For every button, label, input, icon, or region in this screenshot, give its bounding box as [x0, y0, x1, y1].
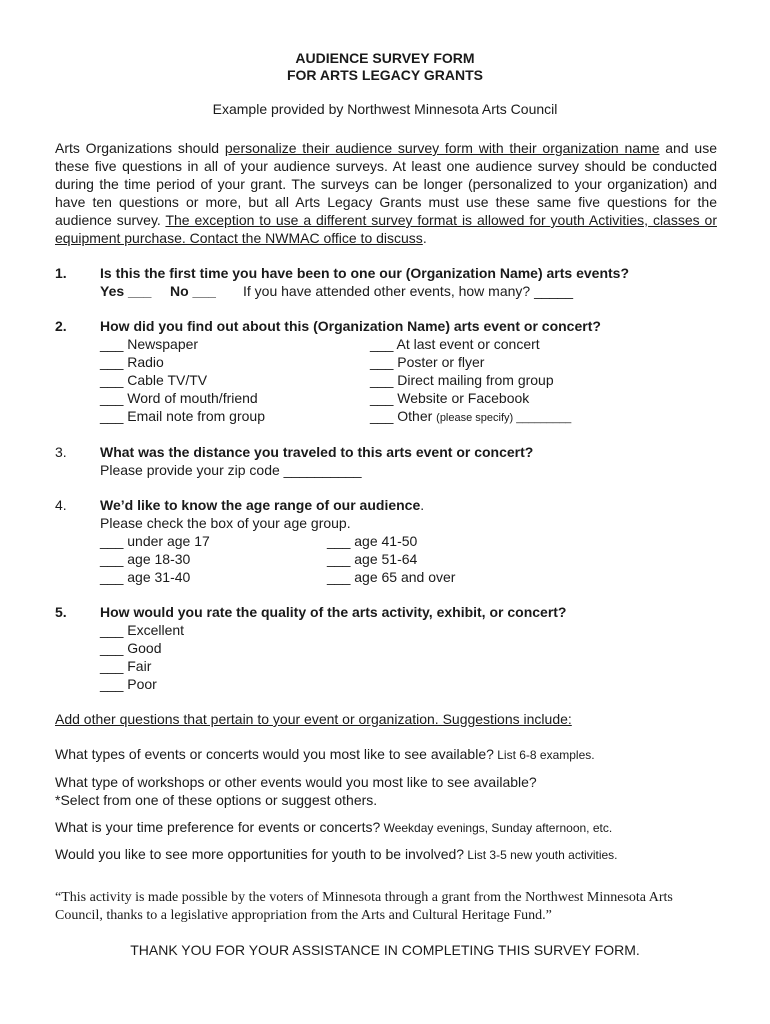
q2-option-cable-tv[interactable]: ___ Cable TV/TV [100, 372, 208, 388]
question-3-text: What was the distance you traveled to this arts event or concert? [100, 444, 534, 460]
q4-option-31-40[interactable]: ___ age 31-40 [100, 569, 191, 585]
question-1-number: 1. [55, 265, 67, 281]
q5-option-fair[interactable]: ___ Fair [100, 658, 152, 674]
suggestions-heading: Add other questions that pertain to your event or organization. Suggestions include: [55, 711, 572, 727]
question-3-zip-prompt[interactable]: Please provide your zip code __________ [100, 462, 362, 478]
legacy-acknowledgment: “This activity is made possible by the voters of Minnesota through a grant from the Northwest Minnesota Arts Council, thanks to a legislative appropriation from the Arts and Cultural Heritage Fund.” [55, 890, 673, 923]
q2-option-direct-mail[interactable]: ___ Direct mailing from group [370, 372, 554, 388]
form-title-line2: FOR ARTS LEGACY GRANTS [286, 67, 483, 83]
form-subtitle: Example provided by Northwest Minnesota Arts Council [212, 101, 558, 117]
question-4-number: 4. [55, 497, 67, 513]
question-3-number: 3. [55, 444, 67, 460]
question-4-prompt: Please check the box of your age group. [100, 515, 351, 531]
q5-option-good[interactable]: ___ Good [100, 640, 162, 656]
question-1-text: Is this the first time you have been to one our (Organization Name) arts events? [100, 265, 629, 281]
question-4-text: We’d like to know the age range of our audience. [100, 497, 425, 513]
q2-option-email[interactable]: ___ Email note from group [100, 408, 265, 424]
q4-option-65-over[interactable]: ___ age 65 and over [327, 569, 456, 585]
question-2-number: 2. [55, 318, 67, 334]
suggestion-workshops: What type of workshops or other events would you most like to see available? [55, 774, 537, 790]
question-5-number: 5. [55, 604, 67, 620]
question-1-no[interactable]: No ___ [170, 283, 216, 299]
q2-option-newspaper[interactable]: ___ Newspaper [100, 336, 199, 352]
suggestion-event-types: What types of events or concerts would you most like to see available? List 6-8 examples. [55, 746, 595, 762]
q5-option-poor[interactable]: ___ Poor [100, 676, 157, 692]
q2-option-other[interactable]: ___ Other (please specify) _________ [370, 408, 572, 424]
form-title-line1: AUDIENCE SURVEY FORM [295, 50, 475, 66]
q2-option-last-event[interactable]: ___ At last event or concert [370, 336, 540, 352]
intro-paragraph: Arts Organizations should personalize their audience survey form with their organization name and use these five questions in all of your audience surveys. At least one audience survey should be conducted during the time period of your grant. The surveys can be longer (personalized to your organization) and have ten questions or more, but all Arts Legacy Grants must use these same five questions for the audience survey. The exception to use a different survey format is allowed for youth Activities, classes or equipment purchase. Contact the NWMAC office to discuss. [55, 140, 717, 246]
q5-option-excellent[interactable]: ___ Excellent [100, 622, 185, 638]
q2-option-word-of-mouth[interactable]: ___ Word of mouth/friend [100, 390, 258, 406]
question-2-text: How did you find out about this (Organization Name) arts event or concert? [100, 318, 601, 334]
question-1-yes[interactable]: Yes ___ [100, 283, 152, 299]
question-1-followup[interactable]: If you have attended other events, how many? _____ [243, 283, 574, 299]
question-5-text: How would you rate the quality of the arts activity, exhibit, or concert? [100, 604, 567, 620]
q2-option-poster[interactable]: ___ Poster or flyer [370, 354, 485, 370]
thank-you-message: THANK YOU FOR YOUR ASSISTANCE IN COMPLETING THIS SURVEY FORM. [130, 942, 640, 958]
q4-option-18-30[interactable]: ___ age 18-30 [100, 551, 191, 567]
suggestion-time-preference: What is your time preference for events or concerts? Weekday evenings, Sunday afternoon, etc. [55, 819, 613, 835]
q2-option-website[interactable]: ___ Website or Facebook [370, 390, 530, 406]
suggestion-youth: Would you like to see more opportunities for youth to be involved? List 3-5 new youth activities. [55, 846, 618, 862]
q4-option-51-64[interactable]: ___ age 51-64 [327, 551, 418, 567]
q2-option-radio[interactable]: ___ Radio [100, 354, 164, 370]
suggestion-workshops-note: *Select from one of these options or suggest others. [55, 792, 378, 808]
q4-option-under-17[interactable]: ___ under age 17 [100, 533, 210, 549]
q4-option-41-50[interactable]: ___ age 41-50 [327, 533, 418, 549]
